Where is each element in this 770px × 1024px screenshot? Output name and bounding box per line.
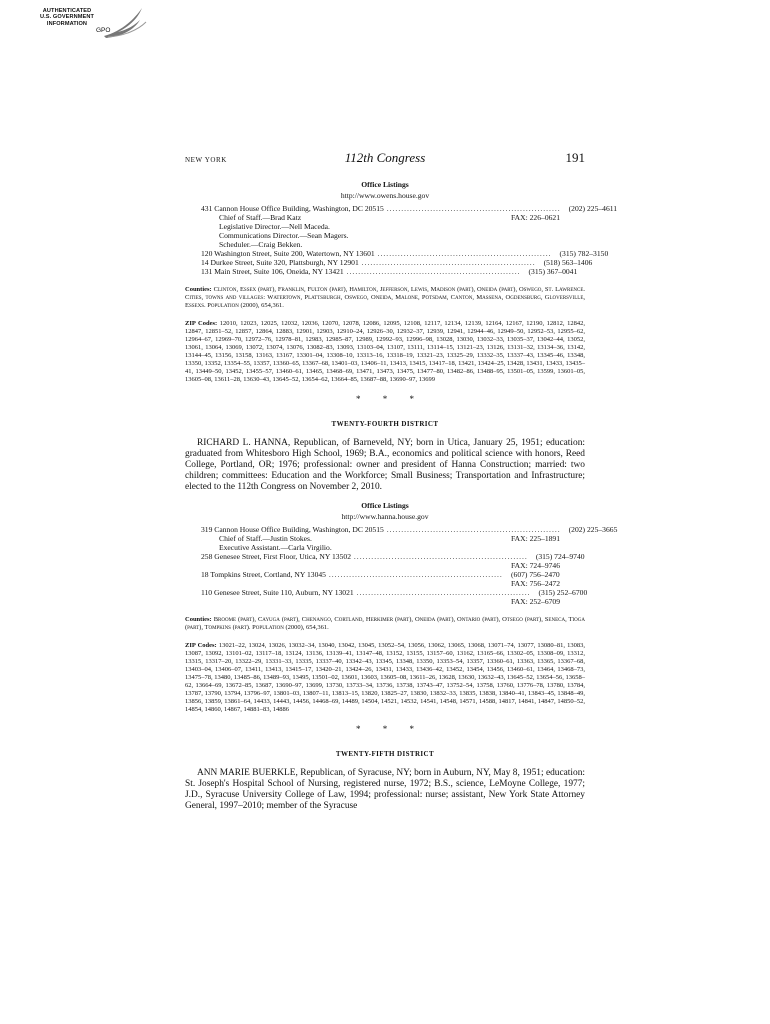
- office-listing-address: [185, 222, 503, 231]
- dot-leader: ............................................................: [374, 249, 552, 258]
- office-listing-row: [185, 579, 585, 588]
- section-divider-stars: * * *: [356, 394, 424, 404]
- office-listing-address: [185, 204, 561, 213]
- dot-leader: ............................................................: [383, 525, 561, 534]
- office-listing-row: [185, 525, 618, 534]
- office-listing-row: [185, 534, 585, 543]
- office-listing-phone: [503, 543, 585, 552]
- office-listing-phone: FAX: 252–6709: [511, 597, 561, 606]
- office-listing-address: [185, 249, 552, 258]
- dot-leader: ............................................................: [358, 258, 536, 267]
- member-biography-hanna: RICHARD L. HANNA, Republican, of Barneveld, NY; born in Utica, January 25, 1951; education: graduated from Whitesboro High School, 1969; B.A., economics and political science with honors, Reed College, Portland, OR; 1976; professional: owner and president of Hanna Construction; married: two children; committees: Education and the Workforce; Small Business; Transportation and Infrastructure; elected to the 112th Congress on November 2, 2010.: [185, 438, 585, 492]
- zip-codes-paragraph-24: [185, 642, 585, 714]
- office-listing-phone: (202) 225–4611: [568, 204, 618, 213]
- office-listing-row: [185, 552, 585, 561]
- office-listing-phone: FAX: 756–2472: [511, 579, 561, 588]
- office-listing-row: [185, 570, 585, 579]
- office-listing-phone: (607) 756–2470: [511, 570, 560, 579]
- office-listing-address: [185, 561, 503, 570]
- dot-leader: ............................................................: [351, 552, 528, 561]
- running-head-title: 112th Congress: [344, 150, 426, 165]
- zip-codes-label: ZIP Codes:: [185, 320, 218, 327]
- office-listing-address: [185, 240, 503, 249]
- office-listing-row: [185, 258, 593, 267]
- section-divider-stars-2: * * *: [356, 724, 424, 734]
- running-head-state: NEW YORK: [185, 156, 227, 164]
- office-listing-text: Chief of Staff.—Brad Katz: [219, 213, 302, 222]
- office-listing-text: Communications Director.—Sean Magers.: [219, 231, 349, 240]
- office-listing-text: 431 Cannon House Office Building, Washington, DC 20515: [201, 204, 384, 213]
- office-listing-text: 14 Durkee Street, Suite 320, Plattsburgh, NY 12901: [201, 258, 359, 267]
- website-url: http://www.owens.house.gov: [340, 191, 430, 200]
- gpo-mark: GPO: [96, 27, 111, 34]
- office-listing-address: [185, 258, 536, 267]
- office-listing-address: [185, 588, 531, 597]
- office-listing-address: [185, 231, 503, 240]
- office-listing-row: [185, 561, 585, 570]
- counties-paragraph: [185, 286, 585, 310]
- office-listing-phone: FAX: 225–1891: [511, 534, 561, 543]
- office-listing-address: [185, 534, 503, 543]
- office-listing-address: [185, 267, 521, 276]
- running-head: [185, 150, 585, 172]
- office-listing-address: [185, 570, 503, 579]
- counties-label: Counties:: [185, 286, 212, 293]
- dot-leader: ............................................................: [343, 267, 521, 276]
- office-listing-phone: (315) 724–9740: [535, 552, 585, 561]
- office-listing-phone: (518) 563–1406: [543, 258, 593, 267]
- counties-paragraph-24: [185, 616, 585, 632]
- member-biography-buerkle: ANN MARIE BUERKLE, Republican, of Syracuse, NY; born in Auburn, NY, May 8, 1951; education: St. Joseph's Hospital School of Nursing, registered nurse, 1972; B.S., science, LeMoyne College, 1977; J.D., Syracuse University College of Law, 1994; professional: nurse; assistant, New York State Attorney General, 1997–2010; member of the Syracuse: [185, 768, 585, 811]
- office-listings-heading-24: Office Listings: [361, 501, 409, 510]
- office-listing-row: [185, 213, 585, 222]
- office-listing-text: 258 Genesee Street, First Floor, Utica, NY 13502: [201, 552, 351, 561]
- office-listing-address: [185, 543, 503, 552]
- district-heading-25: TWENTY-FIFTH DISTRICT: [335, 750, 435, 758]
- logo-line-1: AUTHENTICATED: [42, 8, 92, 14]
- zip-codes-label-24: ZIP Codes:: [185, 642, 217, 649]
- office-listing-text: Legislative Director.—Nell Maceda.: [219, 222, 330, 231]
- counties-text: Clinton, Essex (part), Franklin, Fulton (part), Hamilton, Jefferson, Lewis, Madison (part), Oneida (part), Oswego, St. Lawrence. Cities, towns and villages: Watertown, Plattsburgh, Oswego, Oneida, Malone, Potsdam, Canton, Massena, Ogdensburg, Gloversville, Essexs. Population (2000), 654,361.: [185, 286, 585, 309]
- zip-codes-text: 12010, 12023, 12025, 12032, 12036, 12070, 12078, 12086, 12095, 12108, 12117, 12134, 12139, 12164, 12167, 12190, 12812, 12842, 12847, 12851–52, 12857, 12864, 12883, 12901, 12903, 12910–24, 12926–30, 12932–37, 12939, 12941, 12944–46, 12949–50, 12952–53, 12955–62, 12964–67, 12969–70, 12972–76, 12978–81, 12983, 12985–87, 12989, 12992–93, 12996–98, 13028, 13030, 13032–33, 13035–37, 13042–44, 13052, 13061, 13064, 13069, 13072, 13074, 13076, 13082–83, 13093, 13103–04, 13107, 13111, 13114–15, 13121–23, 13126, 13131–32, 13134–36, 13142, 13144–45, 13156, 13158, 13163, 13167, 13301–04, 13308–10, 13313–16, 13318–19, 13321–23, 13325–29, 13332–35, 13337–43, 13345–46, 13348, 13350, 13352, 13354–55, 13357, 13360–65, 13367–68, 13401–03, 13406–11, 13413, 13415, 13417–18, 13421, 13424–25, 13428, 13431, 13433, 13435–41, 13449–50, 13452, 13455–57, 13460–61, 13465, 13468–69, 13471, 13473, 13475, 13477–80, 13482–86, 13488–95, 13501–05, 13599, 13601–05, 13605–08, 13611–28, 13630–43, 13645–52, 13654–62, 13664–85, 13687–88, 13690–97, 13699: [185, 320, 585, 383]
- office-listing-row: [185, 597, 585, 606]
- counties-label-24: Counties:: [185, 616, 212, 623]
- office-listing-address: [185, 579, 503, 588]
- office-listing-row: [185, 543, 585, 552]
- office-listing-row: [185, 588, 588, 597]
- office-listing-text: 18 Tompkins Street, Cortland, NY 13045: [201, 570, 326, 579]
- office-listing-address: [185, 213, 503, 222]
- office-listing-phone: [503, 231, 585, 240]
- counties-text-24: Broome (part), Cayuga (part), Chenango, Cortland, Herkimer (part), Oneida (part), Ontario (part), Otsego (part), Seneca, Tioga (part), Tompkins (part). Population (2000), 654,361.: [185, 616, 585, 631]
- office-listing-phone: (315) 252–6700: [538, 588, 588, 597]
- office-listing-phone: [503, 240, 585, 249]
- office-listings-24: [185, 525, 618, 606]
- office-listing-phone: [503, 222, 585, 231]
- office-listing-phone: FAX: 226–0621: [511, 213, 561, 222]
- office-listing-row: [185, 267, 585, 276]
- office-listing-phone: (315) 367–0041: [528, 267, 578, 276]
- gpo-authenticated-text: [34, 8, 100, 27]
- district-heading-24: TWENTY-FOURTH DISTRICT: [331, 420, 439, 428]
- zip-codes-paragraph: [185, 320, 585, 384]
- office-listing-row: [185, 249, 609, 258]
- office-listings: [185, 204, 618, 276]
- dot-leader: ............................................................: [325, 570, 503, 579]
- office-listing-text: Scheduler.—Craig Bekken.: [219, 240, 303, 249]
- document-page: [185, 150, 618, 812]
- office-listing-phone: (202) 225–3665: [568, 525, 618, 534]
- office-listing-text: 110 Genesee Street, Suite 110, Auburn, NY 13021: [201, 588, 354, 597]
- office-listing-row: [185, 222, 585, 231]
- office-listing-phone: FAX: 724–9746: [511, 561, 561, 570]
- office-listing-row: [185, 240, 585, 249]
- office-listing-text: 131 Main Street, Suite 106, Oneida, NY 13421: [201, 267, 344, 276]
- website-url-24: http://www.hanna.house.gov: [341, 512, 429, 521]
- office-listing-address: [185, 552, 528, 561]
- office-listing-text: 120 Washington Street, Suite 200, Watertown, NY 13601: [201, 249, 375, 258]
- office-listing-text: Chief of Staff.—Justin Stokes.: [219, 534, 312, 543]
- logo-line-2: U.S. GOVERNMENT: [39, 14, 95, 21]
- dot-leader: ............................................................: [353, 588, 531, 597]
- office-listing-phone: (315) 782–3150: [559, 249, 609, 258]
- office-listing-address: [185, 597, 503, 606]
- page-number: 191: [565, 150, 585, 165]
- office-listing-text: 319 Cannon House Office Building, Washington, DC 20515: [201, 525, 384, 534]
- logo-line-3: INFORMATION: [46, 20, 88, 27]
- dot-leader: ............................................................: [383, 204, 561, 213]
- office-listing-address: [185, 525, 561, 534]
- zip-codes-text-24: 13021–22, 13024, 13026, 13032–34, 13040, 13042, 13045, 13052–54, 13056, 13062, 13065, 13068, 13071–74, 13077, 13080–81, 13083, 13087, 13092, 13101–02, 13117–18, 13124, 13136, 13139–41, 13147–48, 13152, 13155, 13157–60, 13162, 13165–66, 13302–05, 13308–09, 13312, 13315, 13317–20, 13322–29, 13331–33, 13335, 13337–40, 13342–43, 13345, 13348, 13350, 13353–54, 13357, 13360–61, 13363, 13365, 13367–68, 13403–04, 13406–07, 13411, 13413, 13415–17, 13420–21, 13424–26, 13431, 13433, 13436–42, 13452, 13454, 13456, 13460–61, 13464, 13468–73, 13475–78, 13480, 13485–86, 13489–93, 13495, 13501–02, 13601, 13603, 13605–08, 13611–26, 13628, 13630, 13632–43, 13645–52, 13654–56, 13658–62, 13664–69, 13672–85, 13687, 13690–97, 13699, 13730, 13733–34, 13736, 13738, 13743–47, 13752–54, 13758, 13760, 13776–78, 13780, 13784, 13787, 13790, 13794, 13796–97, 13801–03, 13807–11, 13813–15, 13820, 13825–27, 13830, 13832–33, 13835, 13838, 13840–41, 13843–45, 13848–49, 13856, 13859, 13861–64, 14433, 14443, 14456, 14468–69, 14489, 14504, 14521, 14532, 14541, 14548, 14571, 14588, 14817, 14841, 14847, 14850–52, 14854, 14860, 14867, 14881–83, 14886: [185, 642, 586, 713]
- office-listing-text: Executive Assistant.—Carla Virgilio.: [219, 543, 332, 552]
- office-listing-row: [185, 231, 585, 240]
- office-listings-heading: Office Listings: [361, 180, 409, 189]
- office-listing-row: [185, 204, 618, 213]
